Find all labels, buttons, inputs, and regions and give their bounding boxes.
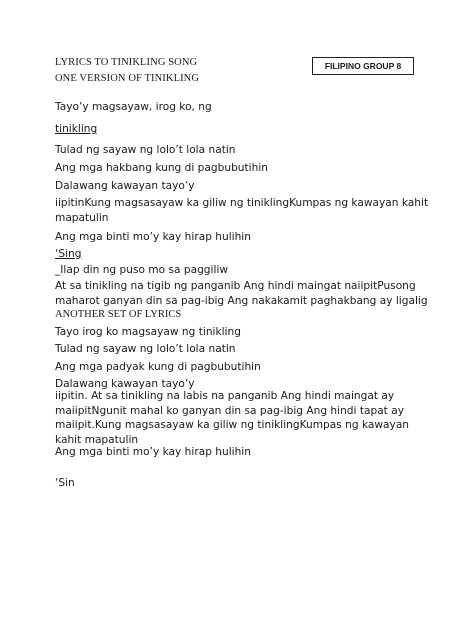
lyric-line: tinikling: [55, 123, 98, 135]
lyric-line: Ang mga binti mo’y kay hirap hulihin: [55, 231, 251, 243]
document-title: LYRICS TO TINIKLING SONG: [55, 57, 198, 68]
group-label-box: FILIPINO GROUP 8: [312, 57, 414, 75]
lyric-paragraph: iipitin. At sa tinikling na labis na panganib Ang hindi maingat ay maiipitNgunit mahal ko ganyan din sa pag-ibig Ang hindi tapat ay maiipit.Kung magsasayaw ka giliw ng tiniklingKumpas ng kawayan kahit mapatulin: [55, 390, 410, 446]
lyric-line: ‘Sing: [55, 248, 82, 260]
lyric-line: Tulad ng sayaw ng lolo’t lola natin: [55, 343, 236, 355]
lyric-line: Tulad ng sayaw ng lolo’t lola natin: [55, 144, 236, 156]
lyric-line: Tayo irog ko magsayaw ng tinikling: [55, 326, 241, 338]
lyric-line: _Ilap din ng puso mo sa paggiliw: [55, 264, 229, 276]
lyric-line: ‘Sin: [55, 477, 75, 489]
lyric-paragraph: At sa tinikling na tigib ng panganib Ang hindi maingat naiipitPusong maharot ganyan din sa pag-ibig Ang nakakamit paghakbang ay ligalig: [55, 280, 428, 307]
section-heading: ANOTHER SET OF LYRICS: [55, 309, 182, 320]
lyric-line: Tayo’y magsayaw, irog ko, ng: [55, 101, 212, 113]
lyric-line: Ang mga padyak kung di pagbubutihin: [55, 361, 261, 373]
lyric-line: Ang mga binti mo’y kay hirap hulihin: [55, 446, 251, 458]
lyric-line: Dalawang kawayan tayo’y: [55, 180, 195, 192]
lyric-line: Dalawang kawayan tayo’y: [55, 378, 195, 390]
lyric-line: iipitinKung magsasayaw ka giliw ng tiniklingKumpas ng kawayan kahit mapatulin: [55, 197, 429, 224]
document-subtitle: ONE VERSION OF TINIKLING: [55, 73, 200, 84]
lyric-line: Ang mga hakbang kung di pagbubutihin: [55, 162, 268, 174]
